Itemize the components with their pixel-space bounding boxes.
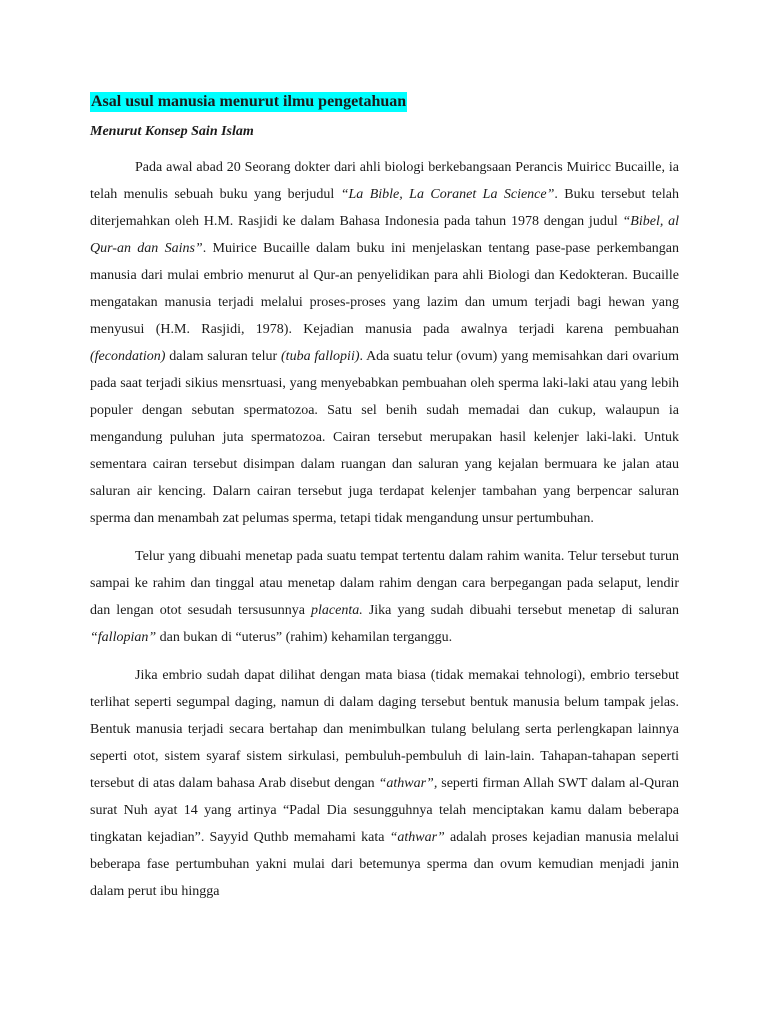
paragraph-text: dan bukan di “uterus” (rahim) kehamilan terganggu.	[156, 630, 453, 645]
term-fecondation: (fecondation)	[90, 349, 166, 364]
paragraph-text: Telur yang dibuahi menetap pada suatu tempat tertentu dalam rahim wanita. Telur tersebut turun sampai ke rahim dan tinggal atau menetap dalam rahim dengan cara berpegangan pada selaput, lendir dan lengan otot sesudah tersusunnya	[90, 549, 679, 618]
document-title: Asal usul manusia menurut ilmu pengetahuan	[91, 93, 407, 110]
paragraph-1	[90, 154, 679, 532]
term-placenta: placenta.	[311, 603, 363, 618]
document-page	[90, 92, 679, 905]
paragraph-text: . Ada suatu telur (ovum) yang memisahkan dari ovarium pada saat terjadi sikius mensrtuasi, yang menyebabkan pembuahan oleh sperma laki-laki atau yang lebih populer dengan sebutan spermatozoa. Satu sel benih sudah memadai dan cukup, walaupun ia mengandung puluhan juta spermatozoa. Cairan tersebut merupakan hasil kelenjer laki-laki. Untuk sementara cairan tersebut disimpan dalam ruangan dan saluran yang kejalan bermuara ke jalan atau saluran air kencing. Dalarn cairan tersebut juga terdapat kelenjer tambahan yang berpencar saluran sperma dan menambah zat pelumas sperma, tetapi tidak mengandung unsur pertumbuhan.	[90, 349, 679, 526]
paragraph-3	[90, 662, 679, 905]
term-athwar: “athwar”,	[378, 776, 438, 791]
term-fallopian: “fallopian”	[90, 630, 157, 645]
book-title-indonesian: “Bibel, al Qur-an dan Sains”	[90, 214, 679, 256]
term-athwar: “athwar”	[389, 830, 445, 845]
paragraph-text: . Muirice Bucaille dalam buku ini menjelaskan tentang pase-pase perkembangan manusia dari mulai embrio menurut al Qur-an penyelidikan para ahli Biologi dan Kedokteran. Bucaille mengatakan manusia terjadi melalui proses-proses yang lazim dan umum terjadi bagi hewan yang menyusui (H.M. Rasjidi, 1978). Kejadian manusia pada awalnya terjadi karena pembuahan	[90, 241, 679, 337]
paragraph-text: Jika yang sudah dibuahi tersebut menetap di saluran	[362, 603, 679, 618]
paragraph-text: . Buku tersebut telah diterjemahkan oleh H.M. Rasjidi ke dalam Bahasa Indonesia pada tahun 1978 dengan judul	[90, 187, 679, 229]
paragraph-text: Pada awal abad 20 Seorang dokter dari ahli biologi berkebangsaan Perancis Muiricc Bucaille, ia telah menulis sebuah buku yang berjudul	[90, 160, 679, 202]
paragraph-text: dalam saluran telur	[165, 349, 282, 364]
section-subtitle: Menurut Konsep Sain Islam	[90, 124, 254, 139]
paragraph-2	[90, 543, 679, 651]
paragraph-text: adalah proses kejadian manusia melalui beberapa fase pertumbuhan yakni mulai dari betemunya sperma dan ovum kemudian menjadi janin dalam perut ibu hingga	[90, 830, 679, 899]
paragraph-text: seperti firman Allah SWT dalam al-Quran surat Nuh ayat 14 yang artinya “Padal Dia sesungguhnya telah menciptakan kamu dalam beberapa tingkatan kejadian”. Sayyid Quthb memahami kata	[90, 776, 679, 845]
term-tuba-fallopii: (tuba fallopii)	[281, 349, 360, 364]
book-title-french: “La Bible, La Coranet La Science”	[340, 187, 555, 202]
paragraph-text: Jika embrio sudah dapat dilihat dengan mata biasa (tidak memakai tehnologi), embrio tersebut terlihat seperti segumpal daging, namun di dalam daging tersebut bentuk manusia belum tampak jelas. Bentuk manusia terjadi secara bertahap dan menimbulkan tulang belulang serta perlengkapan lainnya seperti otot, sistem syaraf sistem sirkulasi, pembuluh-pembuluh di lain-lain. Tahapan-tahapan seperti tersebut di atas dalam bahasa Arab disebut dengan	[90, 668, 679, 791]
